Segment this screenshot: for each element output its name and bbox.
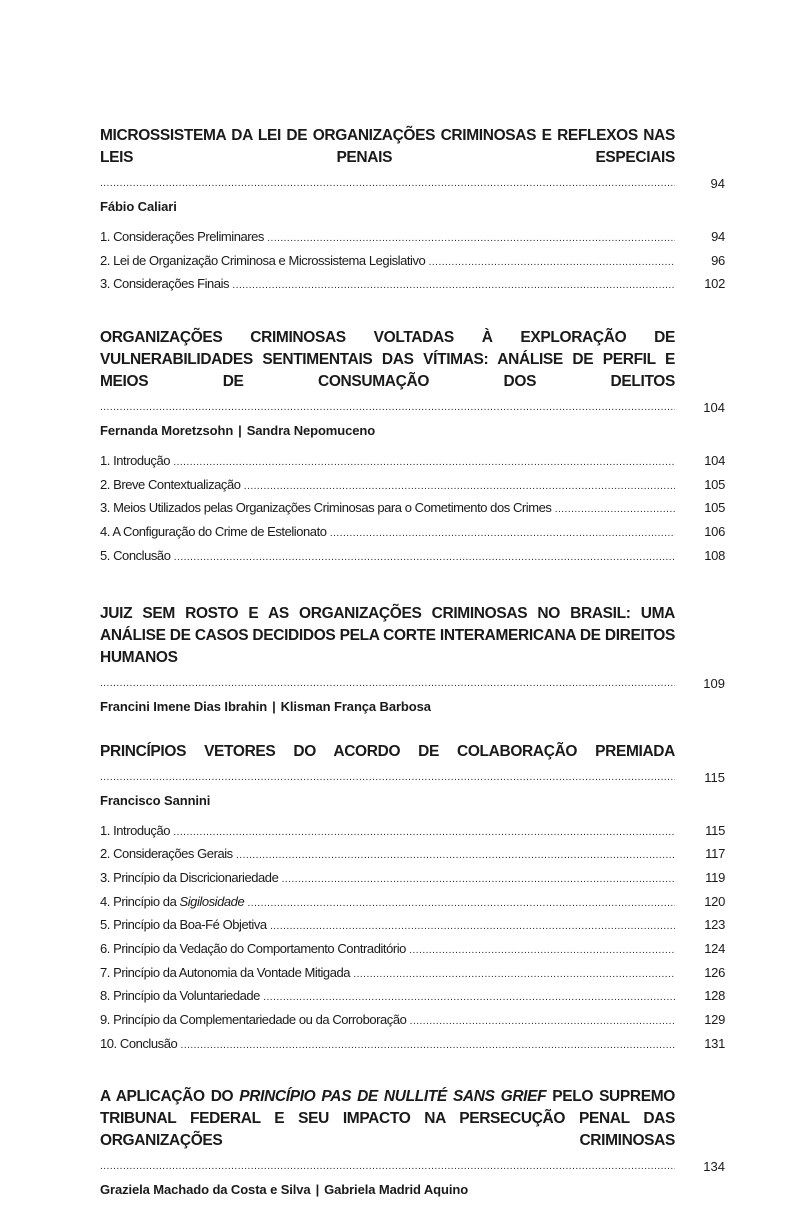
section-page-number: 108	[704, 547, 725, 563]
author-name: Francisco Sannini	[100, 792, 211, 808]
section-entry[interactable]	[100, 843, 725, 867]
section-entry[interactable]	[100, 820, 725, 844]
section-label: 4. Princípio da Sigilosidade	[100, 893, 245, 909]
section-label: 4. A Configuração do Crime de Estelionato	[100, 524, 327, 540]
section-page-number: 131	[704, 1035, 725, 1051]
section-entry[interactable]	[100, 497, 725, 521]
author-name: Graziela Machado da Costa e Silva	[100, 1182, 311, 1198]
section-entry[interactable]	[100, 985, 725, 1009]
section-label: 6. Princípio da Vedação do Comportamento Contraditório	[100, 940, 406, 956]
section-page-number: 120	[704, 893, 725, 909]
section-label: 3. Meios Utilizados pelas Organizações Criminosas para o Cometimento dos Crimes	[100, 500, 552, 516]
section-list	[100, 226, 725, 297]
section-page-number: 104	[704, 453, 725, 469]
chapter-title[interactable]: ORGANIZAÇÕES CRIMINOSAS VOLTADAS À EXPLORAÇÃO DE VULNERABILIDADES SENTIMENTAIS DAS VÍTIMAS: ANÁLISE DE PERFIL E MEIOS DE CONSUMAÇÃO DOS DELITOS .....	[100, 327, 675, 419]
section-label: 2. Lei de Organização Criminosa e Microssistema Legislativo	[100, 252, 426, 268]
section-entry[interactable]	[100, 545, 725, 569]
section-page-number: 128	[704, 988, 725, 1004]
chapter-authors	[100, 197, 725, 217]
chapter-title[interactable]: JUIZ SEM ROSTO E AS ORGANIZAÇÕES CRIMINOSAS NO BRASIL: UMA ANÁLISE DE CASOS DECIDIDOS PELA CORTE INTERAMERICANA DE DIREITOS HUMANOS .....	[100, 603, 675, 695]
author-name: Gabriela Madrid Aquino	[324, 1182, 469, 1198]
section-label: 2. Breve Contextualização	[100, 476, 241, 492]
section-page-number: 119	[705, 869, 725, 885]
chapter-page-number: 109	[703, 675, 725, 691]
section-entry[interactable]	[100, 962, 725, 986]
chapter-entry	[100, 327, 725, 568]
section-entry[interactable]	[100, 273, 725, 297]
chapter-page-number: 134	[703, 1159, 725, 1175]
section-page-number: 105	[704, 500, 725, 516]
section-list	[100, 450, 725, 568]
section-page-number: 94	[711, 229, 725, 244]
section-page-number: 117	[705, 846, 725, 862]
chapter-page-number: 94	[710, 176, 725, 191]
chapter-entry	[100, 741, 725, 1057]
section-entry[interactable]	[100, 450, 725, 474]
author-separator: |	[238, 423, 242, 439]
section-entry[interactable]	[100, 521, 725, 545]
section-label: 5. Princípio da Boa-Fé Objetiva	[100, 917, 267, 933]
chapter-entry	[100, 603, 725, 717]
section-label: 5. Conclusão	[100, 547, 171, 563]
section-entry[interactable]	[100, 914, 725, 938]
section-page-number: 123	[704, 917, 725, 933]
chapter-page-number: 104	[703, 400, 725, 416]
section-page-number: 106	[704, 524, 725, 540]
author-name: Fernanda Moretzsohn	[100, 423, 234, 439]
section-label: 3. Considerações Finais	[100, 276, 230, 292]
section-page-number: 129	[704, 1012, 725, 1027]
chapter-entry	[100, 1086, 725, 1200]
section-entry[interactable]	[100, 474, 725, 498]
section-entry[interactable]	[100, 226, 725, 250]
section-entry[interactable]	[100, 938, 725, 962]
chapter-title[interactable]: MICROSSISTEMA DA LEI DE ORGANIZAÇÕES CRIMINOSAS E REFLEXOS NAS LEIS PENAIS ESPECIAIS .....	[100, 125, 675, 195]
chapter-title[interactable]: PRINCÍPIOS VETORES DO ACORDO DE COLABORAÇÃO PREMIADA .....	[100, 741, 675, 789]
chapter-authors	[100, 697, 725, 717]
section-entry[interactable]	[100, 891, 725, 915]
section-page-number: 115	[705, 822, 725, 838]
author-separator: |	[315, 1182, 320, 1198]
chapter-authors	[100, 791, 725, 811]
section-label: 1. Considerações Preliminares	[100, 229, 264, 244]
author-separator: |	[272, 698, 276, 714]
chapter-title[interactable]: A APLICAÇÃO DO PRINCÍPIO PAS DE NULLITÉ SANS GRIEF PELO SUPREMO TRIBUNAL FEDERAL E SEU IMPACTO NA PERSECUÇÃO PENAL DAS ORGANIZAÇÕES CRIMINOSAS .....	[100, 1086, 675, 1178]
table-of-contents	[100, 125, 725, 1230]
author-name: Fábio Caliari	[100, 199, 177, 214]
author-name: Klisman França Barbosa	[280, 698, 431, 714]
chapter-authors	[100, 1180, 725, 1200]
author-name: Francini Imene Dias Ibrahin	[100, 698, 268, 714]
section-label: 3. Princípio da Discricionariedade	[100, 869, 279, 885]
section-label: 2. Considerações Gerais	[100, 846, 233, 862]
section-list	[100, 820, 725, 1057]
section-page-number: 124	[704, 940, 725, 956]
author-name: Sandra Nepomuceno	[246, 423, 376, 439]
section-label: 9. Princípio da Complementariedade ou da Corroboração	[100, 1012, 407, 1027]
chapter-entry	[100, 125, 725, 297]
section-label: 8. Princípio da Voluntariedade	[100, 988, 260, 1004]
section-entry[interactable]	[100, 1033, 725, 1057]
section-label: 1. Introdução	[100, 453, 171, 469]
section-entry[interactable]	[100, 867, 725, 891]
section-entry[interactable]	[100, 250, 725, 274]
section-page-number: 102	[704, 276, 725, 292]
section-entry[interactable]	[100, 1009, 725, 1033]
section-page-number: 105	[704, 476, 725, 492]
section-label: 1. Introdução	[100, 822, 171, 838]
chapter-page-number: 115	[704, 769, 725, 785]
section-page-number: 96	[711, 252, 725, 268]
section-label: 7. Princípio da Autonomia da Vontade Mitigada	[100, 964, 351, 980]
chapter-authors	[100, 421, 725, 441]
section-page-number: 126	[704, 964, 725, 980]
section-label: 10. Conclusão	[100, 1035, 178, 1051]
